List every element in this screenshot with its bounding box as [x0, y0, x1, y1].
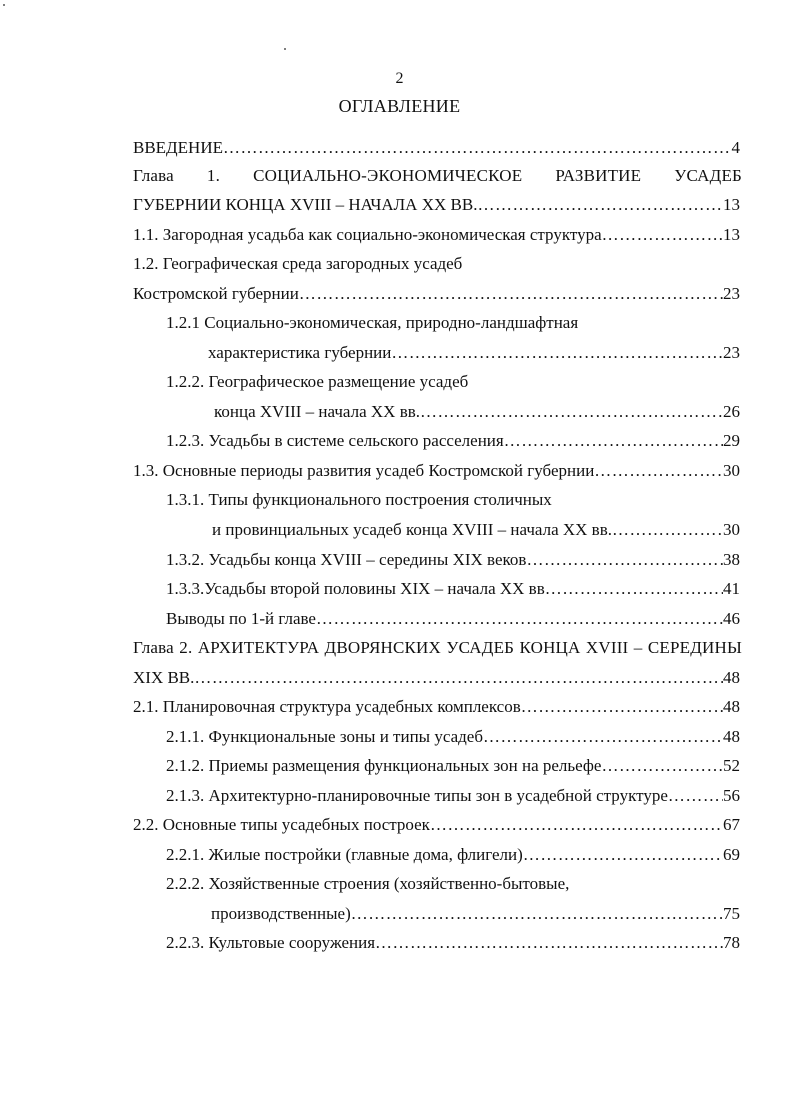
- toc-page-number: 67: [723, 815, 740, 834]
- toc-page-number: 23: [723, 343, 740, 362]
- toc-entry-label: 1.3. Основные периоды развития усадеб Костромской губернии: [133, 461, 595, 480]
- toc-page-number: 29: [723, 431, 740, 450]
- toc-page-number: 26: [723, 402, 740, 421]
- toc-page-number: 38: [723, 550, 740, 569]
- toc-entry-introduction[interactable]: [133, 134, 740, 162]
- toc-entry-2-2-2[interactable]: [211, 900, 740, 928]
- leader-dots: [602, 221, 723, 249]
- leader-dots: [391, 339, 723, 367]
- toc-entry-label: 2.1.1. Функциональные зоны и типы усадеб: [166, 727, 483, 746]
- leader-dots: [668, 782, 723, 810]
- toc-page-number: 4: [731, 138, 740, 157]
- toc-entry-label: 2.1.2. Приемы размещения функциональных зон на рельефе: [166, 756, 602, 775]
- toc-entry-2-2-3[interactable]: [166, 929, 740, 957]
- toc-entry-label: 1.3.2. Усадьбы конца XVIII – середины XIX веков: [166, 550, 527, 569]
- toc-page-number: 41: [723, 579, 740, 598]
- page-number: 2: [395, 70, 404, 87]
- leader-dots: [420, 398, 723, 426]
- leader-dots: [521, 693, 723, 721]
- toc-entry-label: XIX ВВ.: [133, 668, 195, 687]
- toc-entry-label: Костромской губернии: [133, 284, 299, 303]
- leader-dots: [612, 516, 723, 544]
- toc-entry-1-2-1[interactable]: [208, 339, 740, 367]
- scan-speck: [284, 48, 286, 50]
- toc-page-number: 30: [723, 461, 740, 480]
- toc-entry-2-2-1[interactable]: [166, 841, 740, 869]
- leader-dots: [594, 457, 723, 485]
- scan-speck: [3, 4, 5, 6]
- toc-title: ОГЛАВЛЕНИЕ: [338, 96, 461, 116]
- toc-entry-chapter-2[interactable]: [133, 664, 740, 692]
- toc-entry-2-1[interactable]: [133, 693, 740, 721]
- toc-entry-1-2-2-line-1[interactable]: [166, 368, 740, 396]
- leader-dots: [545, 575, 723, 603]
- toc-entry-label: 2.2.2. Хозяйственные строения (хозяйственно-бытовые,: [166, 874, 570, 893]
- toc-entry-1-2-2[interactable]: [214, 398, 740, 426]
- toc-entry-label: ГУБЕРНИИ КОНЦА XVIII – НАЧАЛА XX ВВ.: [133, 195, 478, 214]
- toc-page-number: 56: [723, 786, 740, 805]
- toc-entry-label: ВВЕДЕНИЕ: [133, 138, 223, 157]
- toc-page-number: 13: [723, 195, 740, 214]
- toc-page-number: 75: [723, 904, 740, 923]
- toc-page-number: 48: [723, 668, 740, 687]
- toc-entry-label: 2.2.3. Культовые сооружения: [166, 933, 376, 952]
- toc-entry-label: Глава 1. СОЦИАЛЬНО-ЭКОНОМИЧЕСКОЕ РАЗВИТИЕ УСАДЕБ: [133, 166, 742, 185]
- toc-entry-1-3-2[interactable]: [166, 546, 740, 574]
- toc-entry-2-1-3[interactable]: [166, 782, 740, 810]
- toc-page-number: 13: [723, 225, 740, 244]
- leader-dots: [601, 752, 723, 780]
- toc-page-number: 69: [723, 845, 740, 864]
- toc-entry-label: 2.1.3. Архитектурно-планировочные типы зон в усадебной структуре: [166, 786, 668, 805]
- toc-entry-label: 1.2.1 Социально-экономическая, природно-ландшафтная: [166, 313, 579, 332]
- toc-entry-label: Глава 2. АРХИТЕКТУРА ДВОРЯНСКИХ УСАДЕБ КОНЦА XVIII – СЕРЕДИНЫ: [133, 638, 742, 657]
- leader-dots: [299, 280, 723, 308]
- toc-entry-label: 1.1. Загородная усадьба как социально-экономическая структура: [133, 225, 602, 244]
- toc-entry-1-2-3[interactable]: [166, 427, 740, 455]
- toc-entry-label: 1.2.3. Усадьбы в системе сельского расселения: [166, 431, 504, 450]
- toc-entry-label: и провинциальных усадеб конца XVIII – начала XX вв.: [212, 520, 612, 539]
- toc-entry-1-3-3[interactable]: [166, 575, 740, 603]
- toc-entry-label: производственные): [211, 904, 351, 923]
- toc-entry-label: 2.2.1. Жилые постройки (главные дома, флигели): [166, 845, 523, 864]
- leader-dots: [523, 841, 723, 869]
- toc-entry-label: 1.2.2. Географическое размещение усадеб: [166, 372, 469, 391]
- toc-page-number: 30: [723, 520, 740, 539]
- leader-dots: [194, 664, 723, 692]
- leader-dots: [483, 723, 723, 751]
- toc-entry-1-2-1-line-1[interactable]: [166, 309, 740, 337]
- toc-entry-label: 1.3.3.Усадьбы второй половины XIX – начала XX вв: [166, 579, 545, 598]
- leader-dots: [430, 811, 723, 839]
- toc-entry-chapter-1-line-1[interactable]: [133, 162, 742, 190]
- leader-dots: [477, 191, 723, 219]
- toc-entry-1-2[interactable]: [133, 280, 740, 308]
- leader-dots: [504, 427, 723, 455]
- leader-dots: [351, 900, 723, 928]
- toc-entry-label: 1.3.1. Типы функционального построения столичных: [166, 490, 552, 509]
- toc-entry-1-1[interactable]: [133, 221, 740, 249]
- toc-entry-label: 1.2. Географическая среда загородных усадеб: [133, 254, 463, 273]
- toc-entry-chapter-2-line-1[interactable]: [133, 634, 742, 662]
- toc-entry-label: конца XVIII – начала XX вв.: [214, 402, 421, 421]
- toc-entry-1-3-1[interactable]: [212, 516, 740, 544]
- leader-dots: [375, 929, 723, 957]
- toc-entry-chapter-1[interactable]: [133, 191, 740, 219]
- toc-entry-chapter-1-conclusions[interactable]: [166, 605, 740, 633]
- toc-entry-label: 2.2. Основные типы усадебных построек: [133, 815, 430, 834]
- toc-entry-1-3-1-line-1[interactable]: [166, 486, 740, 514]
- toc-page-number: 52: [723, 756, 740, 775]
- toc-page-number: 48: [723, 697, 740, 716]
- toc-page-number: 78: [723, 933, 740, 952]
- toc-entry-2-2[interactable]: [133, 811, 740, 839]
- leader-dots: [223, 134, 732, 162]
- toc-page-number: 48: [723, 727, 740, 746]
- toc-entry-1-3[interactable]: [133, 457, 740, 485]
- toc-entry-1-2-line-1[interactable]: [133, 250, 740, 278]
- leader-dots: [526, 546, 723, 574]
- toc-entry-2-1-2[interactable]: [166, 752, 740, 780]
- toc-entry-label: характеристика губернии: [208, 343, 392, 362]
- toc-page-number: 46: [723, 609, 740, 628]
- toc-entry-label: Выводы по 1-й главе: [166, 609, 316, 628]
- toc-entry-label: 2.1. Планировочная структура усадебных комплексов: [133, 697, 521, 716]
- toc-entry-2-1-1[interactable]: [166, 723, 740, 751]
- toc-page-number: 23: [723, 284, 740, 303]
- leader-dots: [316, 605, 723, 633]
- toc-entry-2-2-2-line-1[interactable]: [166, 870, 740, 898]
